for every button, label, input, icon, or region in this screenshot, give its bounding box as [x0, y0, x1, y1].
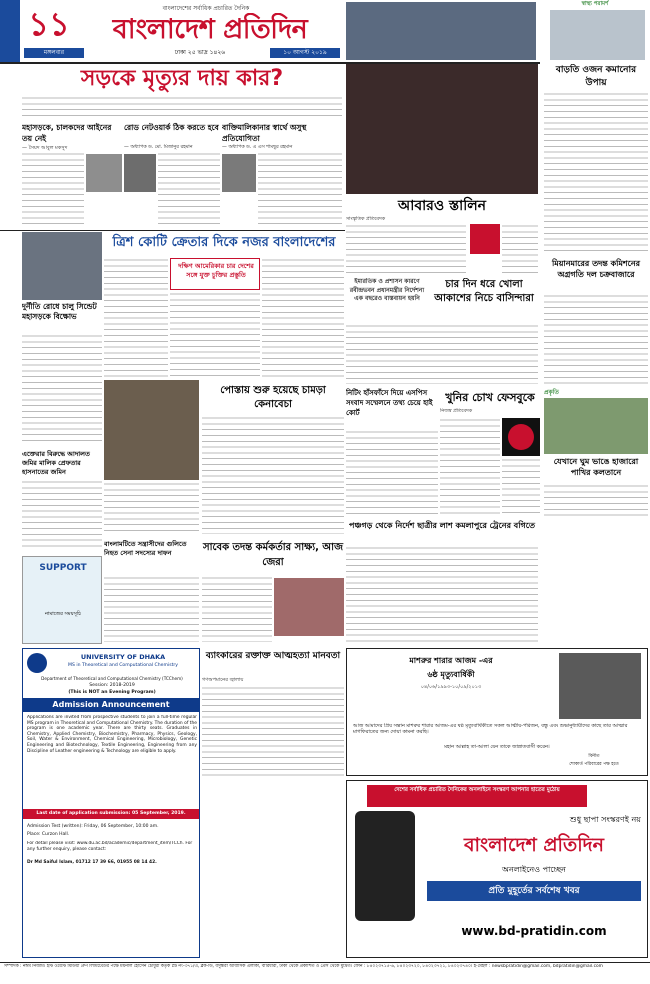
trillion-headline: ত্রিশ কোটি ক্রেতার দিকে নজর বাংলাদেশের [112, 235, 336, 250]
admission-banner: Admission Announcement [23, 698, 199, 712]
promo-tag: অনলাইনেও পাচ্ছেন [502, 865, 566, 874]
stalin-kicker: সাংস্কৃতিক প্রতিবেদক [346, 217, 385, 222]
university-logo-icon [27, 653, 47, 673]
stalin-photo [346, 64, 538, 194]
footer-imprint: সম্পাদক : নঈম নিজাম। ইস্ট ওয়েস্ট মিডিয়া গ্রুপ লিমিটেডের পক্ষে ময়নাল হোসেন চৌধুরী কর্তৃক প্লট নং-৩৭১/এ, ব্লক-ডি, বসুন্ধরা আবাসিক এলাকা, বারিধারা, ঢাকা থেকে প্রকাশিত ও প্রেস থেকে মুদ্রিত। ফোন : ৮৪০২৩৭১৫-৬, ৮৪০২৩৭২০, ৮৪০২৩৭২১, ৮৪০২৩৭৪০। ই-মেইল : newsbpratidin@gmail.com, bdpratidin@gmail.com [4, 964, 603, 969]
obituary-closing: মহান আল্লাহ তা-আলা যেন তাকে জান্নাতবাসী করেন। [444, 744, 550, 750]
ahsan-headline: নিটিং হাঁসফাঁসে দিয়ে এসপিস সংবাদ সম্মেলনে তথ্য চেয়ে হাই কোর্ট [346, 389, 433, 417]
flood-headline: বাংলামটিতে সন্ত্রাসীদের গুলিতে নিহত সেনা সদস্যের দাফন [104, 540, 187, 557]
promo-tag2: প্রতি মুহূর্তের সর্বশেষ খবর [427, 881, 641, 901]
promo-phone [355, 811, 415, 921]
page-number-strip [0, 0, 20, 62]
admission-test: Admission Test (written): Friday, 06 September, 10:00 am. [27, 824, 159, 829]
pm-order-headline: চার দিন ধরে খোলা আকাশের নিচে বাসিন্দারা [434, 279, 534, 304]
bottom-mid-headline: ব্যাংকারের রক্তাক্ত আত্মহত্যা মানবতা [205, 651, 341, 661]
lead-intro [22, 96, 342, 120]
bottom-mid-sub: গণঅপমানের জ্বালায় [202, 677, 244, 683]
eyes-headline: খুনির চোখ ফেসবুকে [445, 391, 535, 404]
health-label: স্বাস্থ্য পরামর্শ [581, 1, 609, 7]
masthead-title: বাংলাদেশ প্রতিদিন [112, 14, 308, 45]
sub-story-2 [124, 122, 220, 228]
obituary [346, 648, 648, 776]
prayer-time-label: নামাজের সময়সূচি [45, 611, 81, 617]
sub-story-3 [222, 122, 342, 228]
leather-photo [104, 380, 199, 480]
eyes-kicker: নিজস্ব প্রতিবেদক [440, 409, 472, 414]
eyes-graphic [502, 418, 540, 456]
support-ad [22, 556, 102, 644]
university-note: (This is NOT an Evening Program) [68, 690, 156, 695]
sub-story-1-photo [86, 154, 122, 192]
extra-land-headline: এক্তেরার বিরুদ্ধে আদালত জমির মালিক প্রেফতার হাসনাতের জমিন [22, 450, 90, 476]
masthead-photo [346, 2, 536, 60]
health-photo [550, 10, 645, 60]
admission-info: For detail please visit: www.du.ac.bd/academic/department_item/TCCh. For any further enquiry, please contact: [27, 841, 193, 852]
trillion-sub: দক্ষিণ আমেরিকার চার দেশের সঙ্গে যুক্ত চুক্তির প্রস্তুতি [178, 262, 254, 279]
obituary-dates: ০৪/০৬/১৯৯৩-১০/০৯/২০১৩ [420, 684, 482, 690]
sub-story-3-title: বাক্তিমালিকানার স্বার্থে অসুস্থ প্রতিযোগিতা [222, 123, 307, 143]
trillion-box [170, 258, 260, 290]
sub-story-3-byline: — অধ্যাপক ড. এ এস শামছুর রহমান [222, 145, 293, 150]
sub-story-1 [22, 122, 122, 228]
railway-headline: পঞ্চগড় থেকে নির্দেশ ছাত্রীর লাশ কমলাপুরে ট্রেনের বগিতে [349, 521, 535, 530]
myanmar-headline: মিয়ানমারের তদন্ত কমিশনের অগ্রগতি দল চক্রবাজারে [551, 259, 641, 279]
obituary-name: মাশরুর শারার আজম -এর [409, 656, 493, 665]
admission-deadline: Last date of application submission: 05 September, 2019. [23, 809, 199, 819]
admission-contact: Dr Md Saiful Islam, 01712 17 39 66, 01955 08 14 42. [27, 860, 157, 865]
year-label: ১১ [28, 5, 70, 43]
university-ad [22, 648, 200, 958]
university-dept: Department of Theoretical and Computational Chemistry (TCChem) [41, 676, 183, 681]
tagline: বাংলাদেশের সর্বাধিক প্রচারিত দৈনিক [162, 5, 250, 12]
university-session: Session: 2018-2019 [89, 683, 135, 688]
obituary-signoff: বিনীত [588, 754, 600, 759]
admission-body: Applications are invited from prospective students to join a full-time regular MS program in Theoretical and Computational Chemistry. The duration of the program is one academic year. There are thirty seats. Graduates in Chemistry, Applied Chemistry, Biochemistry, Pharmacy, Physics, Geology, Soil, Water & Environment, Chemical Engineering, Microbiology, Genetic Engineering and Biotechnology, Textile Engineering, Engineering from any Discipline of Leather engineering & Technology are eligible to apply. [27, 715, 197, 754]
witness-headline: সাবেক তদন্ত কর্মকর্তার সাক্ষ্য, আজ জেরা [202, 542, 344, 568]
admission-place: Place: Curzon Hall. [27, 832, 70, 837]
sub-story-2-title: রোড নেটওয়ার্ক ঠিক করতে হবে [124, 123, 219, 132]
university-program: MS in Theoretical and Computational Chemistry [68, 663, 178, 668]
masthead-date-bn: ঢাকা ২৫ ভাদ্র ১৪২৬ [174, 49, 226, 56]
obituary-photo [559, 653, 641, 719]
promo-banner: দেশের সর্বাধিক প্রচারিত দৈনিকের অনলাইনে সংস্করণ আপনার হাতের মুঠোয় [367, 785, 587, 807]
alert-icon [508, 424, 534, 450]
sub-story-1-byline: — সৈয়দ আবুল মকসুদ [22, 145, 68, 151]
sub-story-3-photo [222, 154, 256, 192]
lead-headline: সড়কে মৃত্যুর দায় কার? [80, 66, 284, 91]
obituary-family: শোকার্ত পরিবারের পক্ষ হতে [569, 762, 619, 767]
pm-order-kicker: ইমারতিক ও প্রশাসন কারণে রবীন্দ্রভবন প্রধানমন্ত্রীর নির্দেশনা এক বছরেও বাস্তবায়ন হয়নি [349, 278, 425, 302]
promo-brand: বাংলাদেশ প্রতিদিন [463, 834, 605, 856]
smuggling-headline: দুর্নীতি রোধে চালু সিন্ডেট মহাসড়কে বিক্ষোভ [22, 302, 97, 321]
university-name: UNIVERSITY OF DHAKA [80, 653, 166, 661]
sub-story-2-byline: — অধ্যাপক ড. মো. মিজানুর রহমান [124, 145, 193, 150]
obituary-message: আজ আমাদের প্রিয় সন্তান মাশরুর শারার আজম-এর ষষ্ঠ মৃত্যুবার্ষিকীতে সকল আত্মীয়-পরিজন, বন্ধু এবং শুভানুধ্যায়ীদের কাছে তার আত্মার মাগফিরাতের জন্য দোয়া কামনা করছি। [353, 723, 628, 735]
nature-label: প্রকৃতি [544, 389, 559, 396]
obituary-title: ৬ষ্ঠ মৃত্যুবার্ষিকী [427, 670, 475, 679]
smuggling-photo [22, 232, 102, 300]
masthead-date-en: ১০ আগস্ট ২০১৯ [270, 48, 340, 58]
promo-ad [346, 780, 648, 958]
masthead-day: মঙ্গলবার [24, 48, 84, 58]
health-tab [540, 0, 650, 62]
promo-url[interactable]: www.bd-pratidin.com [461, 924, 607, 938]
sub-story-1-title: মহাসড়কে, চালকদের আইনের তয় নেই [22, 123, 112, 143]
weight-headline: বাড়তি ওজন কমানোর উপায় [555, 65, 637, 88]
stalin-headline: আবারও স্তালিন [398, 198, 486, 214]
witness-photo [274, 578, 344, 636]
promo-lead: শুধু ছাপা সংস্করণই নয় [569, 815, 641, 824]
nature-photo [544, 398, 648, 454]
stalin-inset [470, 224, 500, 254]
wild-headline: যেখানে ঘুম ভাঙে হাজারো পাখির কলতানে [553, 457, 639, 477]
support-brand: SUPPORT [39, 563, 87, 573]
sub-story-2-photo [124, 154, 156, 192]
masthead [0, 0, 650, 62]
leather-headline: পোস্তায় শুরু হয়েছে চামড়া কেনাবেচা [220, 385, 326, 410]
